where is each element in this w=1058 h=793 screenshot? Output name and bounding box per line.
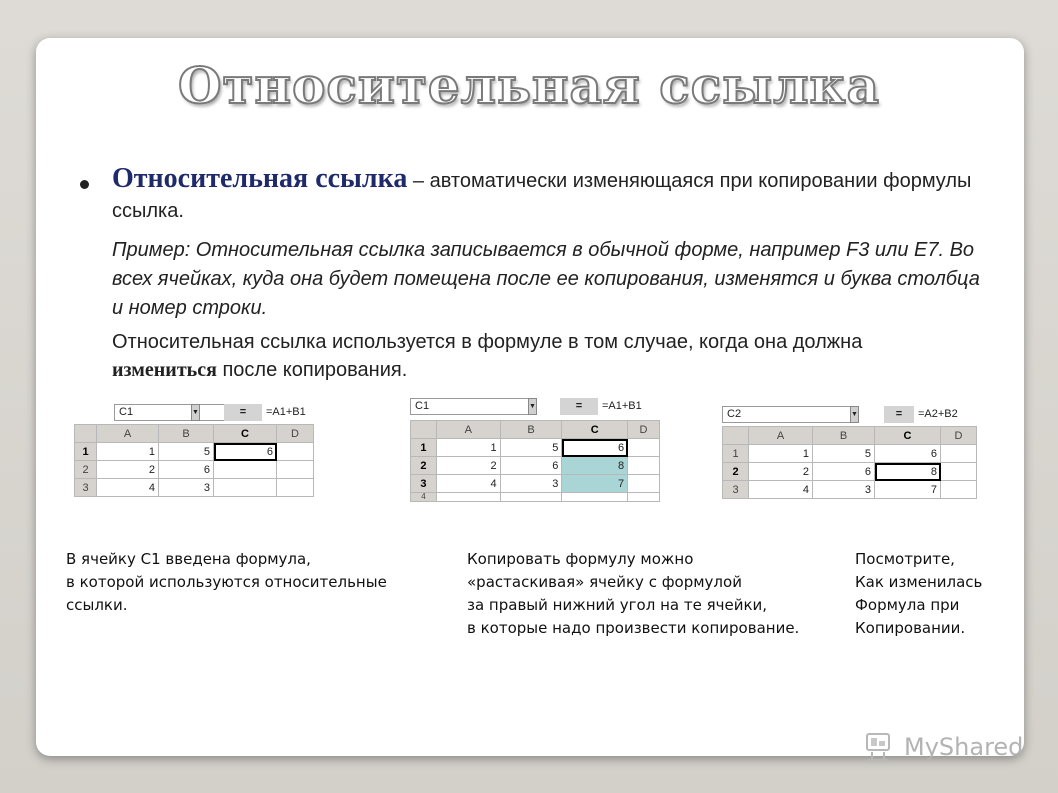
- caption-right: Посмотрите, Как изменилась Формула при Копировании.: [855, 550, 983, 637]
- row-header: 1: [75, 443, 97, 461]
- cell: [941, 481, 977, 499]
- cell: [628, 493, 660, 502]
- cell: [628, 475, 660, 493]
- chevron-down-icon: ▼: [528, 398, 537, 415]
- sheet-grid: [410, 420, 660, 502]
- cell: 4: [749, 481, 813, 499]
- cell: 2: [97, 461, 159, 479]
- cell: 1: [749, 445, 813, 463]
- cell: 6: [875, 445, 941, 463]
- formula-text: =A1+B1: [598, 398, 660, 415]
- formula-text: =A2+B2: [914, 406, 978, 423]
- cell: [628, 439, 660, 457]
- namebox: C1: [114, 404, 230, 421]
- col-header: A: [97, 425, 159, 443]
- row-header: 2: [75, 461, 97, 479]
- row-header: 2: [723, 463, 749, 481]
- row-header: 3: [723, 481, 749, 499]
- cell: 3: [500, 475, 562, 493]
- cell: 1: [97, 443, 159, 461]
- slide-card: [36, 38, 1024, 756]
- cell: 3: [813, 481, 875, 499]
- formula-text: =A1+B1: [262, 404, 328, 421]
- active-cell: 8: [875, 463, 941, 481]
- formula-eq: =: [224, 404, 262, 421]
- cell: [277, 461, 314, 479]
- cell: 2: [436, 457, 500, 475]
- spreadsheet-3: [722, 406, 978, 498]
- col-header: B: [813, 427, 875, 445]
- col-header: A: [749, 427, 813, 445]
- col-header: B: [159, 425, 214, 443]
- usage-text-after: после копирования.: [216, 359, 408, 381]
- col-header: C: [875, 427, 941, 445]
- col-header: C: [214, 425, 277, 443]
- row-header: 1: [411, 439, 437, 457]
- cell: 4: [436, 475, 500, 493]
- definition-text: – автоматически изменяющаяся при копировании формулы ссылка.: [112, 170, 972, 222]
- cell: 6: [500, 457, 562, 475]
- cell: [941, 445, 977, 463]
- cell: [500, 493, 562, 502]
- formula-eq: =: [884, 406, 914, 423]
- cell: [214, 479, 277, 497]
- col-header: C: [562, 421, 628, 439]
- chevron-down-icon: ▼: [191, 404, 200, 421]
- slide-title: Относительная ссылка: [177, 56, 881, 115]
- cell: 2: [749, 463, 813, 481]
- col-header: B: [500, 421, 562, 439]
- chevron-down-icon: ▼: [850, 406, 859, 423]
- namebox: C2: [722, 406, 852, 423]
- usage-paragraph: [112, 328, 972, 384]
- cell: [214, 461, 277, 479]
- cell: 6: [813, 463, 875, 481]
- sheet-grid: [722, 426, 977, 499]
- active-cell: 6: [214, 443, 277, 461]
- selected-cell: 8: [562, 457, 628, 475]
- cell: [277, 443, 314, 461]
- caption-left: В ячейку С1 введена формула, в которой используются относительные ссылки.: [66, 550, 387, 614]
- formula-eq: =: [560, 398, 598, 415]
- active-cell: 6: [562, 439, 628, 457]
- cell: 4: [97, 479, 159, 497]
- myshared-logo[interactable]: [864, 730, 1023, 764]
- cell: 5: [813, 445, 875, 463]
- row-header: 4: [411, 493, 437, 502]
- namebox: C1: [410, 398, 530, 415]
- cell: 3: [159, 479, 214, 497]
- usage-text-bold: измениться: [112, 359, 217, 381]
- col-header: D: [941, 427, 977, 445]
- corner-cell: [411, 421, 437, 439]
- selected-cell: 7: [562, 475, 628, 493]
- row-header: 2: [411, 457, 437, 475]
- cell: [436, 493, 500, 502]
- cell: 7: [875, 481, 941, 499]
- example-paragraph: Пример: Относительная ссылка записывается в обычной форме, например F3 или E7. Во всех ячейках, куда она будет помещена после ее копирования, изменятся и буква столбца и номер строки.: [112, 239, 980, 319]
- bullet-dot: [80, 180, 89, 189]
- spreadsheet-2: [410, 398, 660, 501]
- myshared-logo-icon: [864, 732, 898, 762]
- col-header: D: [277, 425, 314, 443]
- spreadsheet-1: [74, 404, 328, 496]
- col-header: D: [628, 421, 660, 439]
- row-header: 3: [75, 479, 97, 497]
- definition-term: Относительная ссылка: [112, 163, 408, 194]
- cell: 6: [159, 461, 214, 479]
- usage-text-before: Относительная ссылка используется в формуле в том случае, когда она должна: [112, 331, 863, 353]
- sheet-grid: [74, 424, 314, 497]
- logo-text: MyShared: [904, 733, 1024, 761]
- caption-middle: Копировать формулу можно «растаскивая» ячейку с формулой за правый нижний угол на те ячейки, в которые надо произвести копирование.: [467, 550, 800, 637]
- cell: 1: [436, 439, 500, 457]
- row-header: 1: [723, 445, 749, 463]
- cell: 5: [500, 439, 562, 457]
- corner-cell: [75, 425, 97, 443]
- row-header: 3: [411, 475, 437, 493]
- cell: [941, 463, 977, 481]
- cell: 5: [159, 443, 214, 461]
- cell: [562, 493, 628, 502]
- col-header: A: [436, 421, 500, 439]
- cell: [628, 457, 660, 475]
- corner-cell: [723, 427, 749, 445]
- definition-paragraph: [112, 164, 972, 226]
- cell: [277, 479, 314, 497]
